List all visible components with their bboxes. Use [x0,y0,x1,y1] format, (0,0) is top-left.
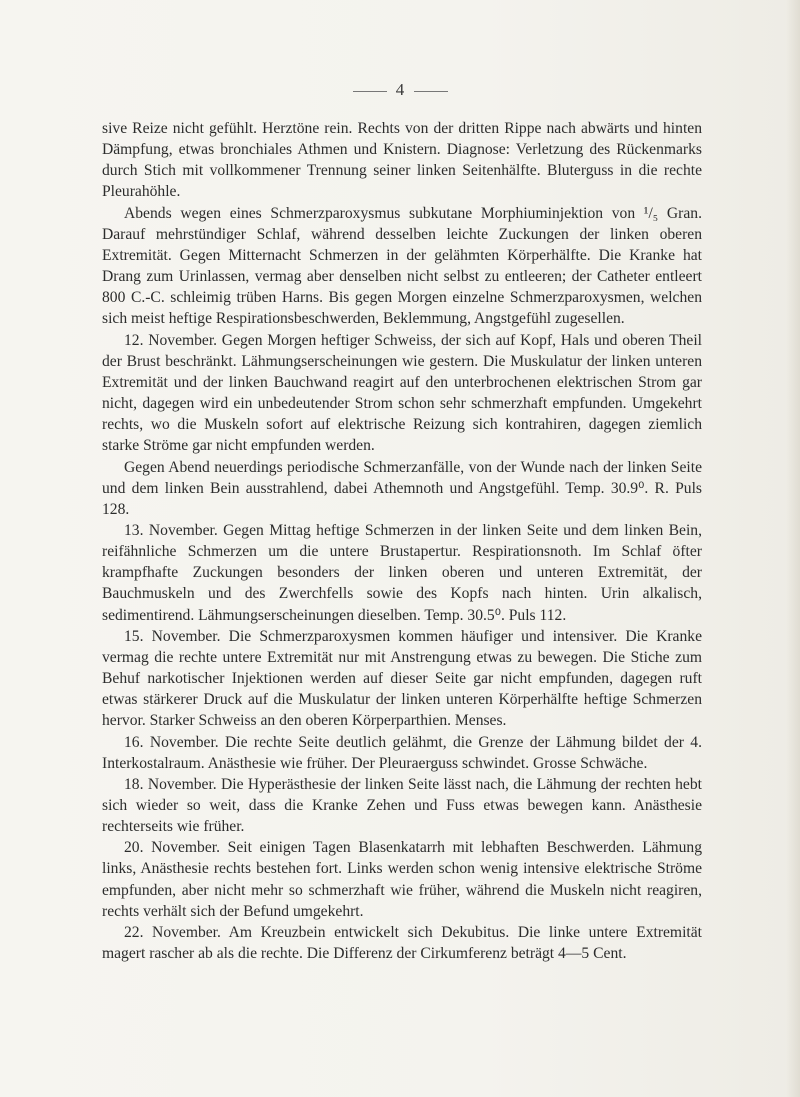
page-number: 4 [395,80,405,99]
header-dash-right [414,91,448,92]
paragraph-nov-22: 22. November. Am Kreuzbein entwickelt sich Dekubitus. Die linke untere Extremität magert rascher ab als die rechte. Die Differenz der Cirkumferenz beträgt 4—5 Cent. [102,923,702,963]
paragraph-nov-15: 15. November. Die Schmerzparoxysmen kommen häufiger und intensiver. Die Kranke vermag die rechte untere Extremität nur mit Anstrengung etwas zu bewegen. Die Stiche zum Behuf narkotischer Injektionen werden auf dieser Seite gar nicht empfunden, dagegen ruft etwas stärkerer Druck auf die Muskulatur der linken unteren Körperhälfte heftige Schmerzen hervor. Starker Schweiss an den oberen Körperparthien. Menses. [102,627,702,730]
body-text [102,118,702,964]
paragraph-nov-12-evening: Gegen Abend neuerdings periodische Schmerzanfälle, von der Wunde nach der linken Seite und dem linken Bein ausstrahlend, dabei Athemnoth und Angstgefühl. Temp. 30.9⁰. R. Puls 128. [102,458,702,518]
paragraph-nov-12: 12. November. Gegen Morgen heftiger Schweiss, der sich auf Kopf, Hals und oberen Theil der Brust beschränkt. Lähmungserscheinungen wie gestern. Die Muskulatur der linken unteren Extremität und der linken Bauchwand reagirt auf den unterbrochenen elektrischen Strom gar nicht, dagegen wird ein unbedeutender Strom schon sehr schmerzhaft empfunden. Umgekehrt rechts, wo die Muskeln sofort auf elektrische Reizung sich kontrahiren, dagegen ziemlich starke Ströme gar nicht empfunden werden. [102,331,702,455]
paragraph-2: Abends wegen eines Schmerzparoxysmus subkutane Morphiuminjektion von ¹/₅ Gran. Darauf mehrstündiger Schlaf, während desselben leichte Zuckungen der linken oberen Extremität. Gegen Mitternacht Schmerzen in der gelähmten Körperhälfte. Die Kranke hat Drang zum Urinlassen, vermag aber denselben nicht selbst zu entleeren; der Catheter entleert 800 C.-C. schleimig trüben Harns. Bis gegen Morgen einzelne Schmerzparoxysmen, welchen sich meist heftige Respirationsbeschwerden, Beklemmung, Angstgefühl zugesellen. [102,204,702,328]
paragraph-nov-18: 18. November. Die Hyperästhesie der linken Seite lässt nach, die Lähmung der rechten hebt sich wieder so weit, dass die Kranke Zehen und Fuss etwas bewegen kann. Anästhesie rechterseits wie früher. [102,775,702,836]
paragraph-nov-20: 20. November. Seit einigen Tagen Blasenkatarrh mit lebhaften Beschwerden. Lähmung links, Anästhesie rechts bestehen fort. Links werden schon wenig intensive elektrische Ströme empfunden, aber nicht mehr so schmerzhaft wie früher, während die Muskeln nicht reagiren, rechts verhält sich der Befund umgekehrt. [102,839,702,920]
page-header [0,80,800,100]
paragraph-1: sive Reize nicht gefühlt. Herztöne rein. Rechts von der dritten Rippe nach abwärts und hinten Dämpfung, etwas bronchiales Athmen und Knistern. Diagnose: Verletzung des Rückenmarks durch Stich mit vollkommener Trennung seiner linken Seitenhälfte. Bluterguss in die rechte Pleurahöhle. [102,120,702,201]
page-edge-shadow [786,0,800,1097]
paragraph-nov-13: 13. November. Gegen Mittag heftige Schmerzen in der linken Seite und dem linken Bein, reifähnliche Schmerzen um die untere Brustapertur. Respirationsnoth. Im Schlaf öfter krampfhafte Zuckungen besonders der linken oberen und unteren Extremität, der Bauchmuskeln und des Zwerchfells sowie des Kopfs nach hinten. Urin alkalisch, sedimentirend. Lähmungserscheinungen dieselben. Temp. 30.5⁰. Puls 112. [102,521,702,624]
header-dash-left [353,91,387,92]
paragraph-nov-16: 16. November. Die rechte Seite deutlich gelähmt, die Grenze der Lähmung bildet der 4. Interkostalraum. Anästhesie wie früher. Der Pleuraerguss schwindet. Grosse Schwäche. [102,733,702,772]
